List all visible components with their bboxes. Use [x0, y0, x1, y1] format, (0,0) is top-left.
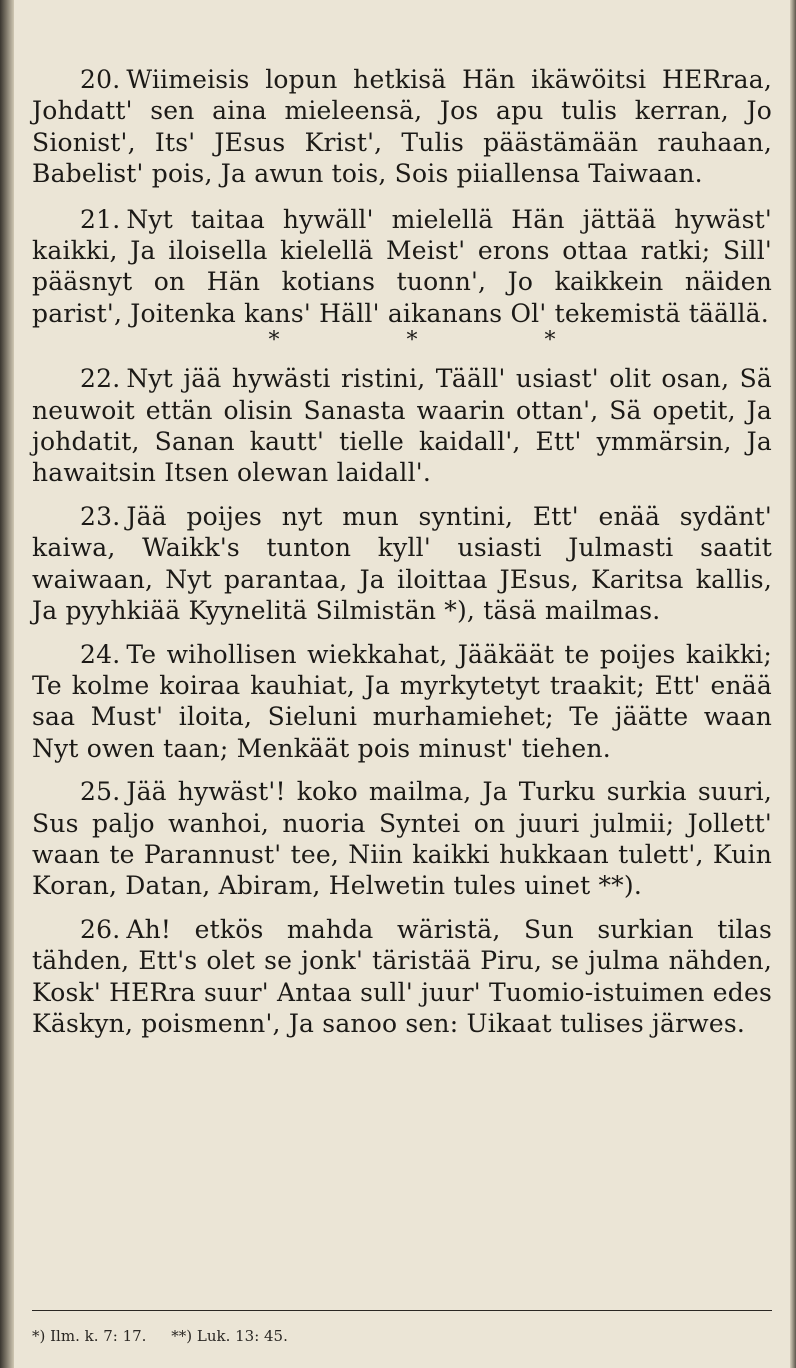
stanza-26: [32, 914, 772, 1040]
stanza-number: 24.: [80, 639, 121, 669]
footnote: **) Luk. 13: 45.: [171, 1327, 288, 1345]
stanza-number: 22.: [80, 364, 121, 394]
stanza-22: [32, 363, 772, 489]
stanza-24: [32, 639, 772, 765]
stanza-number: 20.: [80, 65, 121, 94]
stanza-text: Wiimeisis lopun hetkisä Hän ikäwöitsi HERraa, Johdatt' sen aina mieleensä, Jos apu tulis kerran, Jo Sionist', Its' JEsus Krist', Tulis päästämään rauhaan, Babelist' pois, Ja awun tois, Sois piiallensa Taiwaan.: [32, 65, 772, 189]
stanza-20: [32, 64, 772, 190]
stanza-number: 25.: [80, 777, 121, 807]
stanza-number: 23.: [80, 501, 121, 531]
page-gutter: [0, 0, 14, 1368]
stanza-text: Nyt jää hywästi ristini, Tääll' usiast' olit osan, Sä neuwoit ettän olisin Sanasta waarin ottan', Sä opetit, Ja johdatit, Sanan kautt' tielle kaidall', Ett' ymmärsin, Ja hawaitsin Itsen olewan laidall'.: [32, 364, 772, 488]
page-edge: [790, 0, 796, 1368]
stanza-25: [32, 776, 772, 902]
footnote: *) Ilm. k. 7: 17.: [32, 1327, 147, 1345]
footnotes: [32, 1310, 772, 1345]
stanza-23: [32, 501, 772, 627]
stanza-text: Jää hywäst'! koko mailma, Ja Turku surkia suuri, Sus paljo wanhoi, nuoria Syntei on juuri julmii; Jollett' waan te Parannust' tee, Niin kaikki hukkaan tulett', Kuin Koran, Datan, Abiram, Helwetin tules uinet **).: [32, 777, 772, 901]
stanza-21: [32, 204, 772, 330]
stanza-text: Te wihollisen wiekkahat, Jääkäät te poijes kaikki; Te kolme koiraa kauhiat, Ja myrkytetyt traakit; Ett' enää saa Must' iloita, Sieluni murhamiehet; Te jäätte waan Nyt owen taan; Menkäät pois minust' tiehen.: [32, 639, 772, 763]
stanza-text: Jää poijes nyt mun syntini, Ett' enää sydänt' kaiwa, Waikk's tunton kyll' usiasti Julmasti saatit waiwaan, Nyt parantaa, Ja iloittaa JEsus, Karitsa kallis, Ja pyyhkiää Kyynelitä Silmistän *), täsä mailmas.: [32, 501, 772, 626]
stanza-text: Ah! etkös mahda wäristä, Sun surkian tilas tähden, Ett's olet se jonk' täristää Piru, se julma nähden, Kosk' HERra suur' Antaa sull' juur' Tuomio-istuimen edes Käskyn, poismenn', Ja sanoo sen: Uikaat tulises järwes.: [32, 914, 772, 1038]
stanza-text: Nyt taitaa hywäll' mielellä Hän jättää hywäst' kaikki, Ja iloisella kielellä Meist' erons ottaa ratki; Sill' pääsnyt on Hän kotians tuonn', Jo kaikkein näiden parist', Joitenka kans' Häll' aikanans Ol' tekemistä täällä.: [32, 204, 772, 328]
stanza-number: 26.: [80, 914, 121, 944]
stanza-number: 21.: [80, 204, 121, 234]
section-separator: * * *: [268, 328, 616, 354]
hymn-text: [32, 64, 772, 1039]
